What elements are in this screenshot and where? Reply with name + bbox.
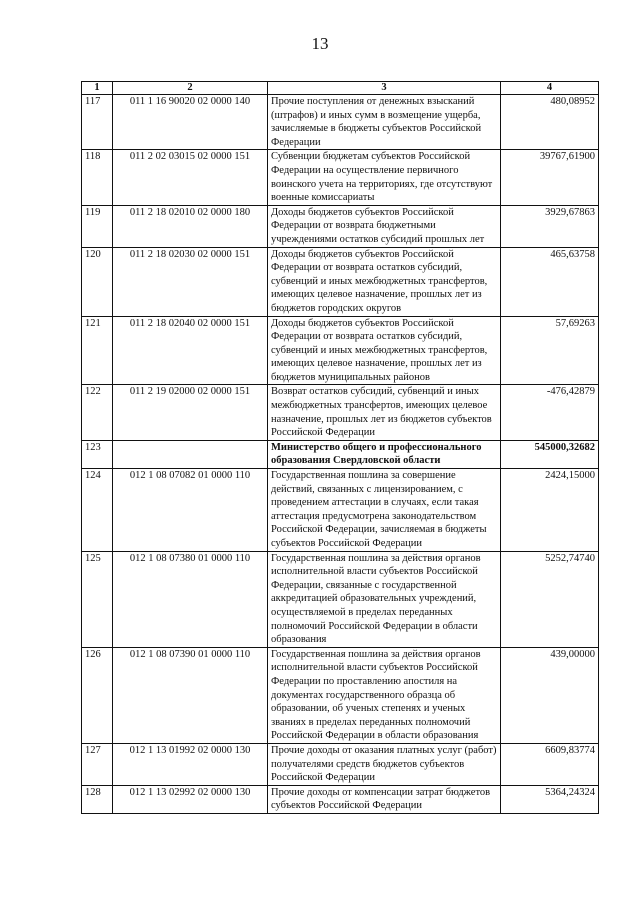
budget-code [113, 440, 268, 468]
budget-code: 011 2 02 03015 02 0000 151 [113, 150, 268, 205]
row-number: 125 [82, 551, 113, 647]
row-number: 120 [82, 247, 113, 316]
amount-value: 57,69263 [501, 316, 599, 385]
revenue-description: Прочие доходы от компенсации затрат бюджетов субъектов Российской Федерации [268, 785, 501, 813]
row-number: 126 [82, 647, 113, 743]
budget-code: 011 2 19 02000 02 0000 151 [113, 385, 268, 440]
table-row [82, 316, 599, 385]
revenue-description: Прочие доходы от оказания платных услуг (работ) получателями средств бюджетов субъектов Российской Федерации [268, 743, 501, 785]
table-row [82, 440, 599, 468]
table-row [82, 385, 599, 440]
budget-code: 011 2 18 02040 02 0000 151 [113, 316, 268, 385]
budget-code: 012 1 13 01992 02 0000 130 [113, 743, 268, 785]
budget-code: 012 1 13 02992 02 0000 130 [113, 785, 268, 813]
amount-value: 3929,67863 [501, 205, 599, 247]
table-row [82, 647, 599, 743]
table-row [82, 205, 599, 247]
amount-value: 39767,61900 [501, 150, 599, 205]
row-number: 127 [82, 743, 113, 785]
table-row [82, 247, 599, 316]
budget-code: 011 2 18 02010 02 0000 180 [113, 205, 268, 247]
amount-value: -476,42879 [501, 385, 599, 440]
table-body [82, 95, 599, 814]
revenue-description: Прочие поступления от денежных взысканий (штрафов) и иных сумм в возмещение ущерба, зачисляемые в бюджеты субъектов Российской Федерации [268, 95, 501, 150]
row-number: 117 [82, 95, 113, 150]
table-row [82, 551, 599, 647]
table-row [82, 469, 599, 552]
revenue-table [81, 81, 599, 814]
row-number: 119 [82, 205, 113, 247]
revenue-description: Государственная пошлина за совершение действий, связанных с лицензированием, с проведением аттестации в случаях, если такая аттестация предусмотрена законодательством Российской Федерации, зачисляемая в бюджеты субъектов Российской Федерации [268, 469, 501, 552]
row-number: 122 [82, 385, 113, 440]
amount-value: 6609,83774 [501, 743, 599, 785]
amount-value: 480,08952 [501, 95, 599, 150]
row-number: 128 [82, 785, 113, 813]
budget-code: 012 1 08 07082 01 0000 110 [113, 469, 268, 552]
column-header-3: 3 [268, 82, 501, 95]
table-row [82, 95, 599, 150]
amount-value: 465,63758 [501, 247, 599, 316]
row-number: 124 [82, 469, 113, 552]
table-row [82, 785, 599, 813]
amount-value: 439,00000 [501, 647, 599, 743]
budget-code: 011 2 18 02030 02 0000 151 [113, 247, 268, 316]
table-row [82, 743, 599, 785]
revenue-description: Государственная пошлина за действия органов исполнительной власти субъектов Российской Федерации по проставлению апостиля на документах государственного образца об образовании, об ученых степенях и ученых званиях в пределах переданных полномочий Российской Федерации в области образования [268, 647, 501, 743]
amount-value: 545000,32682 [501, 440, 599, 468]
table-row [82, 150, 599, 205]
row-number: 121 [82, 316, 113, 385]
table-header-row [82, 82, 599, 95]
revenue-description: Министерство общего и профессионального образования Свердловской области [268, 440, 501, 468]
row-number: 123 [82, 440, 113, 468]
budget-code: 012 1 08 07390 01 0000 110 [113, 647, 268, 743]
revenue-description: Субвенции бюджетам субъектов Российской Федерации на осуществление первичного воинского учета на территориях, где отсутствуют военные комиссариаты [268, 150, 501, 205]
revenue-description: Государственная пошлина за действия органов исполнительной власти субъектов Российской Федерации, связанные с государственной аккредитацией образовательных учреждений, осуществляемой в пределах переданных полномочий Российской Федерации в области образования [268, 551, 501, 647]
amount-value: 5252,74740 [501, 551, 599, 647]
budget-code: 011 1 16 90020 02 0000 140 [113, 95, 268, 150]
column-header-2: 2 [113, 82, 268, 95]
column-header-1: 1 [82, 82, 113, 95]
revenue-description: Доходы бюджетов субъектов Российской Федерации от возврата остатков субсидий, субвенций и иных межбюджетных трансфертов, имеющих целевое назначение, прошлых лет из бюджетов муниципальных районов [268, 316, 501, 385]
amount-value: 2424,15000 [501, 469, 599, 552]
column-header-4: 4 [501, 82, 599, 95]
amount-value: 5364,24324 [501, 785, 599, 813]
revenue-description: Доходы бюджетов субъектов Российской Федерации от возврата остатков субсидий, субвенций и иных межбюджетных трансфертов, имеющих целевое назначение, прошлых лет из бюджетов городских округов [268, 247, 501, 316]
revenue-description: Возврат остатков субсидий, субвенций и иных межбюджетных трансфертов, имеющих целевое назначение, прошлых лет из бюджетов субъектов Российской Федерации [268, 385, 501, 440]
row-number: 118 [82, 150, 113, 205]
revenue-description: Доходы бюджетов субъектов Российской Федерации от возврата бюджетными учреждениями остатков субсидий прошлых лет [268, 205, 501, 247]
page-number: 13 [311, 34, 329, 53]
budget-code: 012 1 08 07380 01 0000 110 [113, 551, 268, 647]
